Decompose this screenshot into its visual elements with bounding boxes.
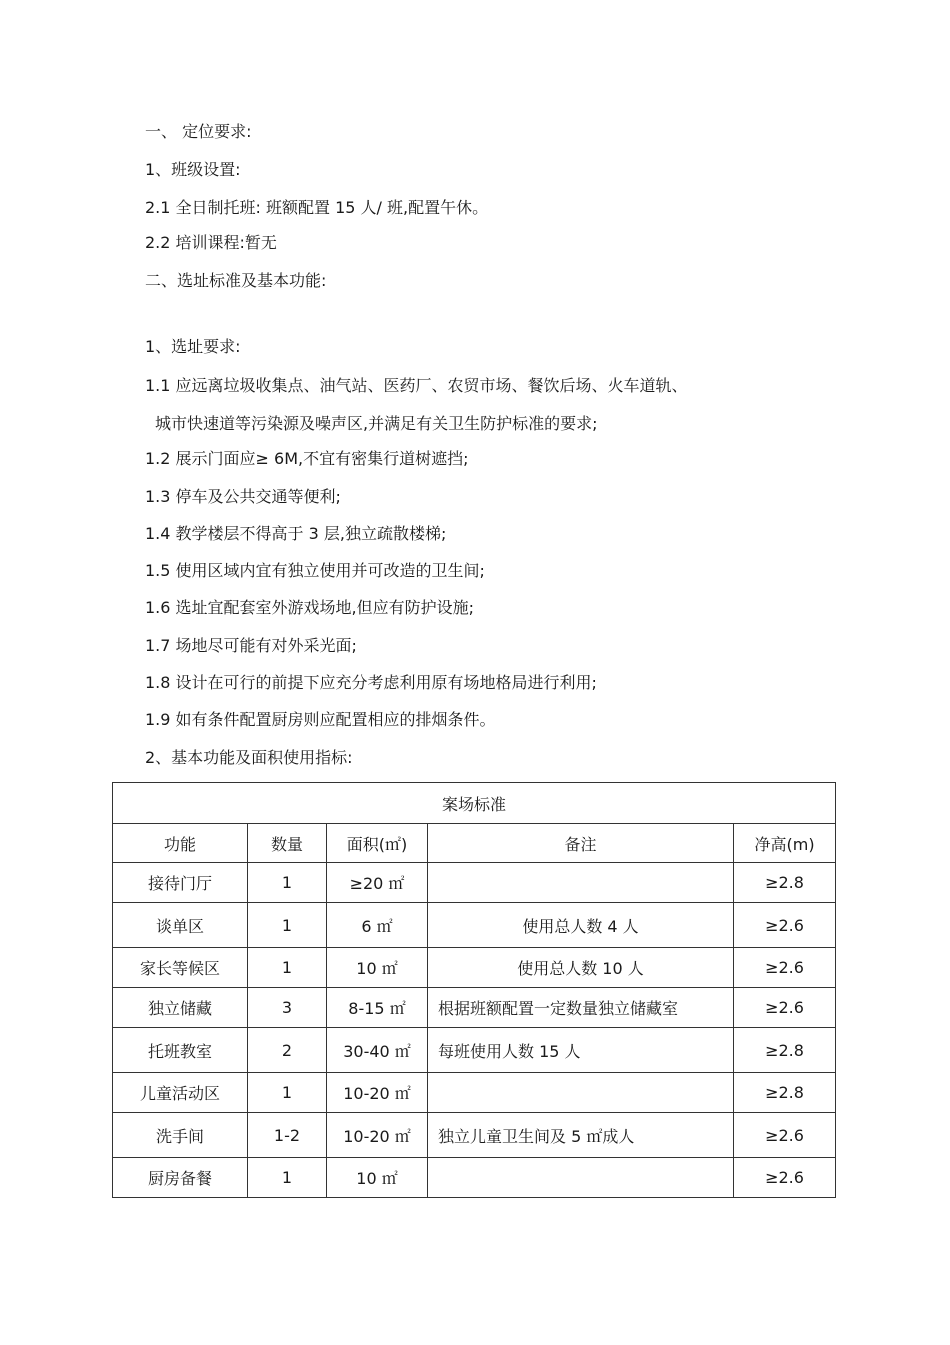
cell-note xyxy=(428,863,734,903)
item-1-5: 1.5 使用区域内宜有独立使用并可改造的卫生间; xyxy=(145,561,485,580)
case-standard-table xyxy=(112,782,836,1198)
col-header-function: 功能 xyxy=(113,824,248,863)
item-1-2: 1.2 展示门面应≥ 6M,不宜有密集行道树遮挡; xyxy=(145,449,469,468)
table-row xyxy=(113,988,836,1028)
table-row xyxy=(113,863,836,903)
cell-function: 家长等候区 xyxy=(113,948,248,988)
cell-function: 接待门厅 xyxy=(113,863,248,903)
cell-note xyxy=(428,1158,734,1198)
cell-function: 儿童活动区 xyxy=(113,1073,248,1113)
function-heading: 2、基本功能及面积使用指标: xyxy=(145,748,353,767)
cell-area: 10-20 ㎡ xyxy=(327,1113,428,1158)
cell-area: 6 ㎡ xyxy=(327,903,428,948)
cell-height: ≥2.6 xyxy=(734,1158,836,1198)
cell-quantity: 3 xyxy=(248,988,327,1028)
col-header-note: 备注 xyxy=(428,824,734,863)
table-row xyxy=(113,1158,836,1198)
cell-note: 根据班额配置一定数量独立储藏室 xyxy=(428,988,734,1028)
cell-height: ≥2.8 xyxy=(734,1028,836,1073)
item-1-4: 1.4 教学楼层不得高于 3 层,独立疏散楼梯; xyxy=(145,524,447,543)
cell-note xyxy=(428,1073,734,1113)
cell-height: ≥2.8 xyxy=(734,863,836,903)
item-1-3: 1.3 停车及公共交通等便利; xyxy=(145,487,341,506)
cell-area: 10-20 ㎡ xyxy=(327,1073,428,1113)
cell-note: 使用总人数 4 人 xyxy=(428,903,734,948)
table-row xyxy=(113,1113,836,1158)
cell-function: 厨房备餐 xyxy=(113,1158,248,1198)
table-title: 案场标准 xyxy=(113,783,836,824)
item-1-6: 1.6 选址宜配套室外游戏场地,但应有防护设施; xyxy=(145,598,475,617)
site-requirements-heading: 1、选址要求: xyxy=(145,337,241,356)
cell-height: ≥2.8 xyxy=(734,1073,836,1113)
cell-quantity: 2 xyxy=(248,1028,327,1073)
table-row xyxy=(113,903,836,948)
cell-height: ≥2.6 xyxy=(734,988,836,1028)
cell-note: 使用总人数 10 人 xyxy=(428,948,734,988)
cell-quantity: 1 xyxy=(248,863,327,903)
class-setup-heading: 1、班级设置: xyxy=(145,160,241,179)
cell-function: 洗手间 xyxy=(113,1113,248,1158)
cell-quantity: 1 xyxy=(248,903,327,948)
cell-area: 8-15 ㎡ xyxy=(327,988,428,1028)
cell-function: 独立储藏 xyxy=(113,988,248,1028)
table-row xyxy=(113,1028,836,1073)
section1-heading: 一、 定位要求: xyxy=(145,122,252,141)
cell-function: 托班教室 xyxy=(113,1028,248,1073)
table-row xyxy=(113,948,836,988)
item-2-1: 2.1 全日制托班: 班额配置 15 人/ 班,配置午休。 xyxy=(145,198,489,217)
col-header-area: 面积(㎡) xyxy=(327,824,428,863)
cell-note: 每班使用人数 15 人 xyxy=(428,1028,734,1073)
col-header-height: 净高(m) xyxy=(734,824,836,863)
section2-heading: 二、选址标准及基本功能: xyxy=(145,271,327,290)
cell-height: ≥2.6 xyxy=(734,948,836,988)
item-1-8: 1.8 设计在可行的前提下应充分考虑利用原有场地格局进行利用; xyxy=(145,673,597,692)
cell-area: ≥20 ㎡ xyxy=(327,863,428,903)
item-1-1: 1.1 应远离垃圾收集点、油气站、医药厂、农贸市场、餐饮后场、火车道轨、 xyxy=(145,376,688,395)
cell-note: 独立儿童卫生间及 5 ㎡成人 xyxy=(428,1113,734,1158)
cell-area: 10 ㎡ xyxy=(327,948,428,988)
item-2-2: 2.2 培训课程:暂无 xyxy=(145,233,277,252)
item-1-1-cont: 城市快速道等污染源及噪声区,并满足有关卫生防护标准的要求; xyxy=(155,414,598,433)
cell-height: ≥2.6 xyxy=(734,903,836,948)
cell-quantity: 1 xyxy=(248,948,327,988)
item-1-7: 1.7 场地尽可能有对外采光面; xyxy=(145,636,357,655)
cell-quantity: 1 xyxy=(248,1073,327,1113)
item-1-9: 1.9 如有条件配置厨房则应配置相应的排烟条件。 xyxy=(145,710,496,729)
cell-area: 30-40 ㎡ xyxy=(327,1028,428,1073)
cell-quantity: 1 xyxy=(248,1158,327,1198)
col-header-quantity: 数量 xyxy=(248,824,327,863)
cell-function: 谈单区 xyxy=(113,903,248,948)
cell-area: 10 ㎡ xyxy=(327,1158,428,1198)
table-row xyxy=(113,1073,836,1113)
cell-quantity: 1-2 xyxy=(248,1113,327,1158)
cell-height: ≥2.6 xyxy=(734,1113,836,1158)
